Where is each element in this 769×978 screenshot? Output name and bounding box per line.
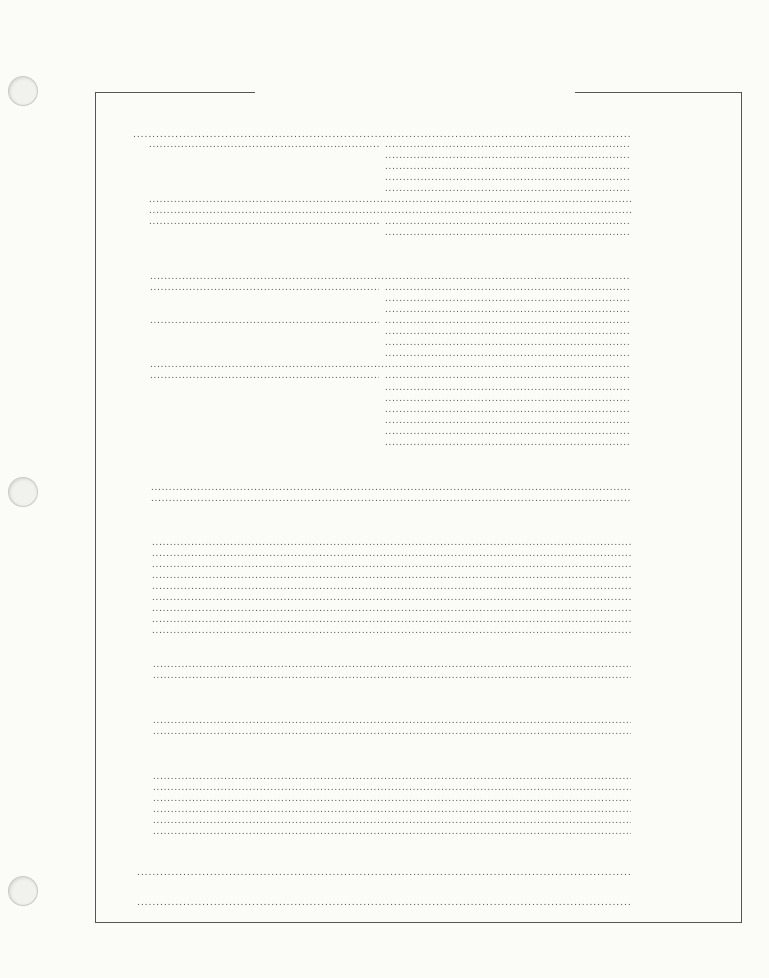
dot-leader	[153, 670, 631, 681]
binder-hole-middle	[8, 477, 38, 507]
dot-leader	[152, 548, 631, 559]
toc-subentry	[382, 382, 634, 393]
toc-subentry	[382, 415, 634, 426]
toc-entry	[148, 482, 634, 493]
toc-subentry	[382, 172, 634, 183]
toc-entry	[148, 493, 634, 504]
toc-entry	[147, 271, 634, 282]
toc-entry	[150, 804, 634, 815]
binder-hole-top	[8, 76, 38, 106]
toc-entry	[146, 194, 634, 205]
dot-leader	[150, 271, 631, 282]
dot-leader	[149, 139, 379, 150]
dot-leader	[152, 570, 631, 581]
dot-leader	[385, 315, 631, 326]
dot-leader	[385, 227, 631, 238]
toc-entry	[150, 815, 634, 826]
dot-leader	[385, 415, 631, 426]
toc-entry	[146, 216, 382, 227]
dot-leader	[385, 282, 631, 293]
toc-entry	[147, 370, 382, 381]
dot-leader	[385, 393, 631, 404]
dot-leader	[150, 282, 379, 293]
dot-leader	[151, 493, 631, 504]
toc-entry	[150, 793, 634, 804]
dot-leader	[385, 370, 631, 381]
toc-entry	[150, 726, 634, 737]
toc-entry	[147, 282, 382, 293]
toc-subentry	[382, 326, 634, 337]
dot-leader	[385, 437, 631, 448]
dot-leader	[151, 482, 631, 493]
toc-subentry	[382, 183, 634, 194]
toc-entry	[150, 782, 634, 793]
dot-leader	[137, 896, 631, 908]
title-box	[255, 80, 575, 106]
toc-entry	[149, 570, 634, 581]
dot-leader	[385, 382, 631, 393]
toc-entry	[150, 670, 634, 681]
dot-leader	[153, 793, 631, 804]
toc-entry	[149, 614, 634, 625]
toc-subentry	[382, 304, 634, 315]
dot-leader	[385, 139, 631, 150]
dot-leader	[153, 815, 631, 826]
dot-leader	[150, 315, 379, 326]
toc-subentry	[382, 437, 634, 448]
toc-subentry	[382, 161, 634, 172]
toc-entry	[147, 315, 382, 326]
toc-entry	[149, 548, 634, 559]
toc-subentry	[382, 293, 634, 304]
toc-entry	[149, 603, 634, 614]
section-heading	[134, 896, 634, 908]
toc-subentry	[382, 139, 634, 150]
dot-leader	[385, 150, 631, 161]
dot-leader	[152, 581, 631, 592]
toc-subentry	[382, 216, 634, 227]
section-heading	[134, 866, 634, 878]
toc-entry	[150, 771, 634, 782]
dot-leader	[385, 304, 631, 315]
dot-leader	[153, 726, 631, 737]
dot-leader	[152, 537, 631, 548]
toc-subentry	[382, 426, 634, 437]
dot-leader	[150, 359, 631, 370]
binder-hole-bottom	[8, 876, 38, 906]
dot-leader	[153, 771, 631, 782]
toc-entry	[146, 139, 382, 150]
toc-subentry	[382, 337, 634, 348]
dot-leader	[385, 337, 631, 348]
dot-leader	[385, 348, 631, 359]
dot-leader	[385, 404, 631, 415]
toc-entry	[147, 359, 634, 370]
toc-subentry	[382, 370, 634, 381]
dot-leader	[153, 659, 631, 670]
dot-leader	[385, 293, 631, 304]
dot-leader	[152, 592, 631, 603]
toc-entry	[149, 625, 634, 636]
dot-leader	[150, 370, 379, 381]
toc-subentry	[382, 282, 634, 293]
toc-entry	[150, 715, 634, 726]
dot-leader	[153, 804, 631, 815]
toc-subentry	[382, 393, 634, 404]
toc-subentry	[382, 150, 634, 161]
toc-subentry	[382, 315, 634, 326]
dot-leader	[153, 826, 631, 837]
dot-leader	[385, 326, 631, 337]
toc-entry	[149, 581, 634, 592]
dot-leader	[152, 603, 631, 614]
dot-leader	[385, 183, 631, 194]
dot-leader	[152, 559, 631, 570]
toc-entry	[149, 559, 634, 570]
dot-leader	[385, 161, 631, 172]
dot-leader	[385, 426, 631, 437]
toc-entry	[149, 592, 634, 603]
dot-leader	[152, 625, 631, 636]
dot-leader	[137, 866, 631, 878]
toc-subentry	[382, 227, 634, 238]
toc-entry	[149, 537, 634, 548]
dot-leader	[153, 782, 631, 793]
toc-subentry	[382, 404, 634, 415]
dot-leader	[152, 614, 631, 625]
dot-leader	[385, 172, 631, 183]
toc-entry	[146, 205, 634, 216]
toc-entry	[150, 826, 634, 837]
dot-leader	[149, 194, 631, 205]
toc-entry	[150, 659, 634, 670]
toc-subentry	[382, 348, 634, 359]
dot-leader	[153, 715, 631, 726]
dot-leader	[149, 205, 631, 216]
dot-leader	[385, 216, 631, 227]
dot-leader	[149, 216, 379, 227]
